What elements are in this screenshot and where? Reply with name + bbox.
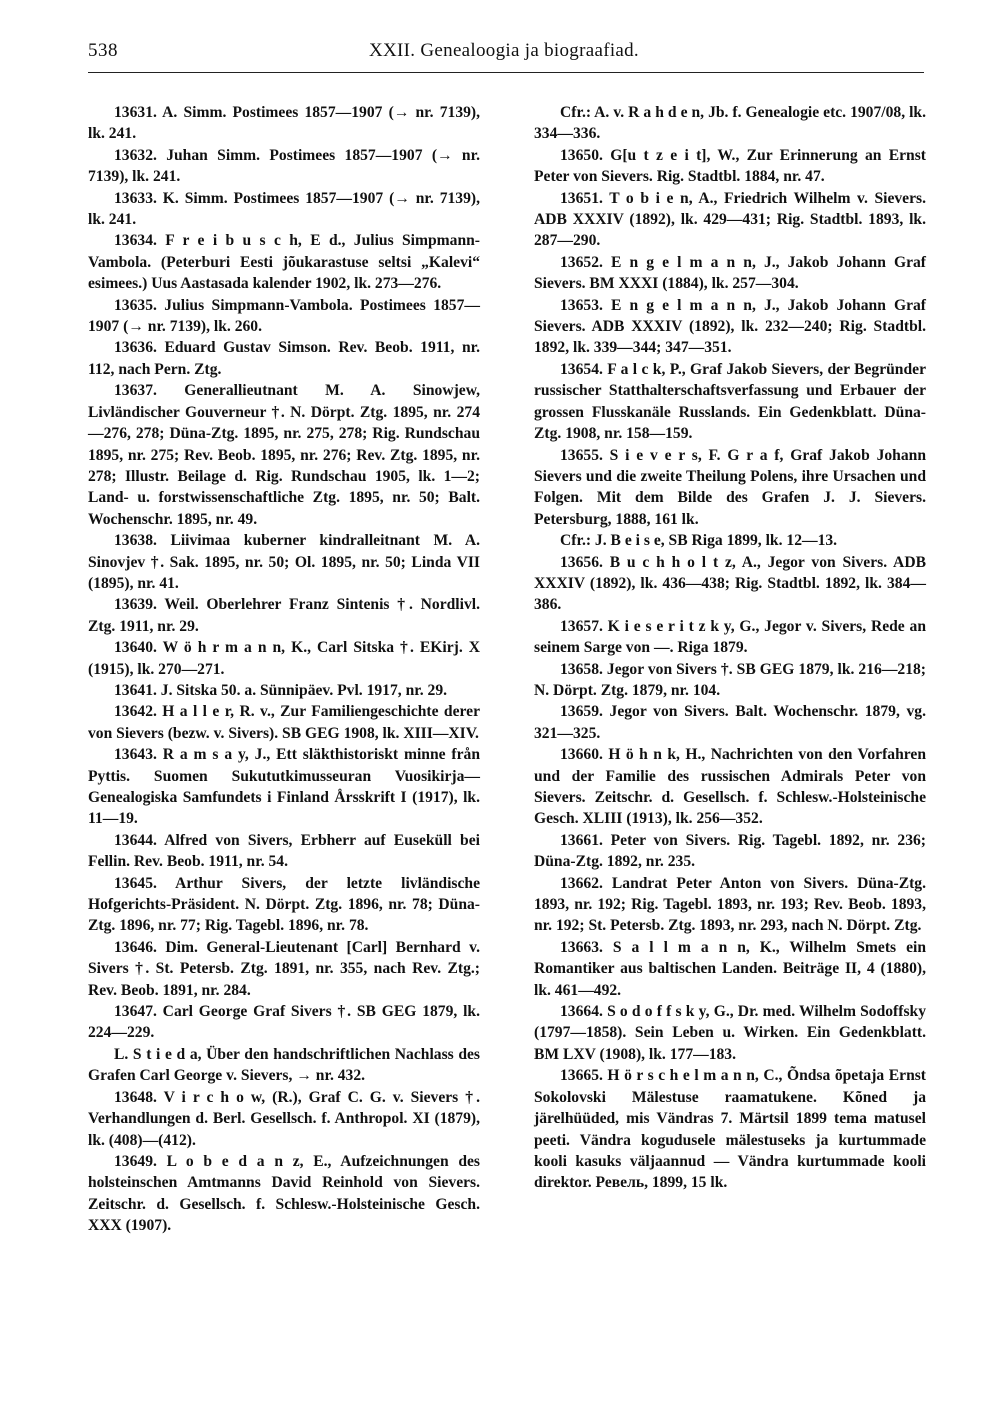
- bibliography-entry: 13632. Juhan Simm. Postimees 1857—1907 (→ nr. 7139), lk. 241.: [88, 146, 480, 186]
- bibliography-entry: 13663. S a l l m a n n, K., Wilhelm Smets ein Romantiker aus baltischen Landen. Beiträge II, 4 (1880), lk. 461—492.: [534, 938, 926, 999]
- bibliography-entry: L. S t i e d a, Über den handschriftlichen Nachlass des Grafen Carl George v. Sievers, → nr. 432.: [88, 1045, 480, 1085]
- bibliography-entry: 13645. Arthur Sivers, der letzte livländische Hofgerichts-Präsident. N. Dörpt. Ztg. 1896, nr. 78; Düna-Ztg. 1896, nr. 77; Rig. Tagebl. 1896, nr. 78.: [88, 874, 480, 935]
- bibliography-entry: 13651. T o b i e n, A., Friedrich Wilhelm v. Sievers. ADB XXXIV (1892), lk. 429—431; Rig. Stadtbl. 1893, lk. 287—290.: [534, 189, 926, 250]
- bibliography-entry: 13662. Landrat Peter Anton von Sivers. Düna-Ztg. 1893, nr. 192; Rig. Tagebl. 1893, nr. 193; Rev. Beob. 1893, nr. 192; St. Petersb. Ztg. 1893, nr. 293, nach N. Dörpt. Ztg.: [534, 874, 926, 935]
- header-rule: [88, 72, 924, 73]
- bibliography-entry: 13642. H a l l e r, R. v., Zur Familiengeschichte derer von Sievers (bezw. v. Sivers). SB GEG 1908, lk. XIII—XIV.: [88, 703, 480, 742]
- page-number: 538: [88, 40, 118, 61]
- bibliography-entry: 13655. S i e v e r s, F. G r a f, Graf Jakob Johann Sievers und die zweite Theilung Polens, ihre Ursachen und Folgen. Mit dem Bilde des Grafen J. J. Sievers. Petersburg, 1888, 161 lk.: [534, 446, 926, 528]
- bibliography-entry: 13658. Jegor von Sivers †. SB GEG 1879, lk. 216—218; N. Dörpt. Ztg. 1879, nr. 104.: [534, 660, 926, 699]
- bibliography-entry: 13649. L o b e d a n z, E., Aufzeichnungen des holsteinschen Amtmanns David Reinhold von Sievers. Zeitschr. d. Gesellsch. f. Schlesw.-Holsteinische Gesch. XXX (1907).: [88, 1152, 480, 1235]
- bibliography-entry: 13637. Generallieutnant M. A. Sinowjew, Livländischer Gouverneur †. N. Dörpt. Ztg. 1895, nr. 274—276, 278; Düna-Ztg. 1895, nr. 275, 278; Rig. Rundschau 1895, nr. 275; Rev. Beob. 1895, nr. 276; Rev. Ztg. 1895, nr. 278; Illustr. Beilage d. Rig. Rundschau 1905, lk. 1—2; Land- u. forstwissenschaftliche Ztg. 1895, nr. 50; Balt. Wochenschr. 1895, nr. 49.: [88, 382, 480, 528]
- bibliography-entry: 13639. Weil. Oberlehrer Franz Sintenis †. Nordlivl. Ztg. 1911, nr. 29.: [88, 596, 480, 635]
- bibliography-entry: 13664. S o d o f f s k y, G., Dr. med. Wilhelm Sodoffsky (1797—1858). Sein Leben u. Wirken. Ein Gedenkblatt. BM LXV (1908), lk. 177—183.: [534, 1003, 926, 1063]
- bibliography-entry: 13641. J. Sitska 50. a. Sünnipäev. Pvl. 1917, nr. 29.: [114, 681, 448, 699]
- page-header: [88, 40, 920, 70]
- bibliography-entry: 13659. Jegor von Sivers. Balt. Wochenschr. 1879, vg. 321—325.: [534, 703, 926, 742]
- bibliography-entry: 13648. V i r c h o w, (R.), Graf C. G. v. Sievers †. Verhandlungen d. Berl. Gesellsch. f. Anthropol. XI (1879), lk. (408)—(412).: [88, 1088, 480, 1149]
- bibliography-entry: 13640. W ö h r m a n n, K., Carl Sitska †. EKirj. X (1915), lk. 270—271.: [88, 639, 480, 678]
- bibliography-entry: 13631. A. Simm. Postimees 1857—1907 (→ nr. 7139), lk. 241.: [88, 104, 480, 143]
- bibliography-entry: 13635. Julius Simpmann-Vambola. Postimees 1857—1907 (→ nr. 7139), lk. 260.: [88, 296, 480, 336]
- bibliography-entry: 13638. Liivimaa kuberner kindralleitnant M. A. Sinovjev †. Sak. 1895, nr. 50; Ol. 1895, nr. 50; Linda VII (1895), nr. 41.: [88, 532, 480, 592]
- bibliography-entry: 13656. B u c h h o l t z, A., Jegor von Sivers. ADB XXXIV (1892), lk. 436—438; Rig. Stadtbl. 1892, lk. 384—386.: [534, 553, 926, 614]
- bibliography-entry: 13643. R a m s a y, J., Ett släkthistoriskt minne från Pyttis. Suomen Sukututkimusseuran Vuosikirja—Genealogiska Samfundets i Finland Årsskrift I (1917), lk. 11—19.: [88, 746, 480, 828]
- bibliography-entry: 13644. Alfred von Sivers, Erbherr auf Euseküll bei Fellin. Rev. Beob. 1911, nr. 54.: [88, 831, 480, 871]
- bibliography-entry: 13653. E n g e l m a n n, J., Jakob Johann Graf Sievers. ADB XXXIV (1892), lk. 232—240; Rig. Stadtbl. 1892, lk. 339—344; 347—351.: [534, 296, 926, 357]
- left-column: [88, 102, 480, 1237]
- bibliography-note: Cfr.: A. v. R a h d e n, Jb. f. Genealogie etc. 1907/08, lk. 334—336.: [534, 104, 926, 143]
- bibliography-entry: 13665. H ö r s c h e l m a n n, C., Õndsa õpetaja Ernst Sokolovski Mälestuse raamatukene. Kõned ja järelhüüded, mis Vändras 7. Märtsil 1899 tema matusel peeti. Vändra kogudusele mälestuseks ja kurtummade kooli kasuks väljaannud — Vändra kurtummade kooli direktor. Ревель, 1899, 15 lk.: [534, 1067, 926, 1192]
- bibliography-entry: 13654. F a l c k, P., Graf Jakob Sievers, der Begründer russischer Statthalterschaftsverfassung und Erbauer der grossen Flusskanäle Russlands. Ein Gedenkblatt. Düna-Ztg. 1908, nr. 158—159.: [534, 360, 926, 443]
- bibliography-note: Cfr.: J. B e i s e, SB Riga 1899, lk. 12—13.: [560, 532, 838, 550]
- right-column: [534, 102, 926, 1194]
- running-title: XXII. Genealoogia ja biograafiad.: [369, 40, 639, 61]
- bibliography-entry: 13657. K i e s e r i t z k y, G., Jegor v. Sivers, Rede an seinem Sarge von —. Riga 1879.: [534, 617, 926, 657]
- bibliography-entry: 13647. Carl George Graf Sivers †. SB GEG 1879, lk. 224—229.: [88, 1003, 480, 1042]
- bibliography-entry: 13650. G[u t z e i t], W., Zur Erinnerung an Ernst Peter von Sievers. Rig. Stadtbl. 1884, nr. 47.: [534, 146, 926, 186]
- bibliography-entry: 13636. Eduard Gustav Simson. Rev. Beob. 1911, nr. 112, nach Pern. Ztg.: [88, 339, 480, 378]
- bibliography-entry: 13660. H ö h n k, H., Nachrichten von den Vorfahren und der Familie des russischen Admirals Peter von Sievers. Zeitschr. d. Gesellsch. f. Schlesw.-Holsteinische Gesch. XLIII (1913), lk. 256—352.: [534, 746, 926, 828]
- bibliography-entry: 13646. Dim. General-Lieutenant [Carl] Bernhard v. Sivers †. St. Petersb. Ztg. 1891, nr. 355, nach Rev. Ztg.; Rev. Beob. 1891, nr. 284.: [88, 938, 480, 999]
- bibliography-entry: 13661. Peter von Sivers. Rig. Tagebl. 1892, nr. 236; Düna-Ztg. 1892, nr. 235.: [534, 831, 926, 871]
- bibliography-entry: 13633. K. Simm. Postimees 1857—1907 (→ nr. 7139), lk. 241.: [88, 189, 480, 229]
- bibliography-entry: 13634. F r e i b u s c h, E d., Julius Simpmann-Vambola. (Peterburi Eesti jõukarastuse seltsi „Kalevi“ esimees.) Uus Aastasada kalender 1902, lk. 273—276.: [88, 232, 480, 293]
- bibliography-entry: 13652. E n g e l m a n n, J., Jakob Johann Graf Sievers. BM XXXI (1884), lk. 257—304.: [534, 253, 926, 293]
